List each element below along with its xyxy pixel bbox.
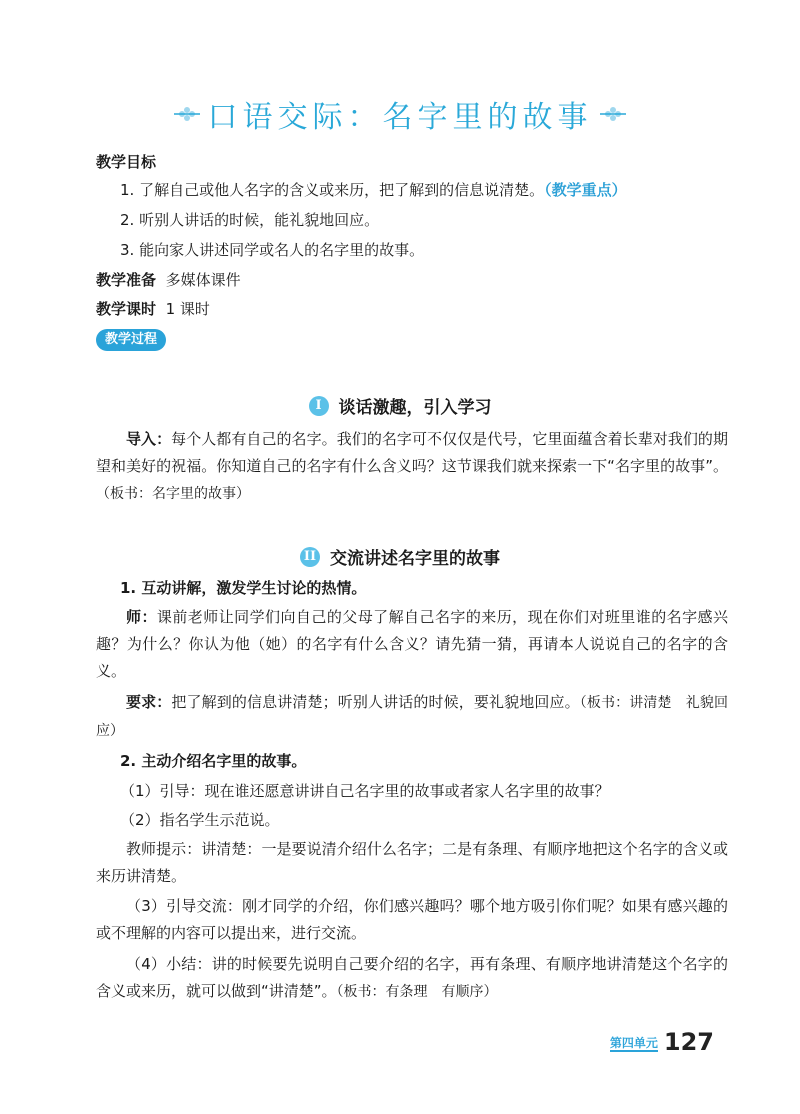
step-4-text: （4）小结：讲的时候要先说明自己要介绍的名字，再有条理、有顺序地讲清楚这个名字的含义或来历，就可以做到“讲清楚”。 (96, 955, 728, 1000)
hours-value: 1 课时 (165, 300, 210, 318)
requirement-paragraph (96, 689, 728, 745)
title-row (0, 92, 800, 136)
requirement-text: 把了解到的信息讲清楚；听别人讲话的时候，要礼貌地回应。 (171, 693, 580, 711)
process-badge: 教学过程 (96, 329, 166, 351)
subheading-2: 2. 主动介绍名字里的故事。 (120, 752, 307, 770)
page-number: 127 (663, 1028, 714, 1056)
unit-label: 第四单元 (609, 1035, 658, 1050)
prep-value: 多媒体课件 (165, 271, 241, 289)
teacher-text: 课前老师让同学们向自己的父母了解自己名字的来历，现在你们对班里谁的名字感兴趣？为什么？你认为他（她）的名字有什么含义？请先猜一猜，再请本人说说自己的名字的含义。 (96, 608, 728, 680)
goal-item-2: 2. 听别人讲话的时候，能礼貌地回应。 (120, 211, 380, 229)
requirement-board: （板书：讲清楚 礼貌回应） (96, 695, 728, 739)
prep-label: 教学准备 (96, 271, 157, 289)
intro-lead: 导入： (126, 430, 172, 448)
hours-label: 教学课时 (96, 300, 157, 318)
step-4-board: （板书：有条理 有顺序） (336, 984, 498, 1000)
teacher-tip: 教师提示：讲清楚：一是要说清介绍什么名字；二是有条理、有顺序地把这个名字的含义或来历讲清楚。 (96, 840, 728, 885)
goal-item-1-text: 1. 了解自己或他人名字的含义或来历，把了解到的信息说清楚。 (120, 181, 545, 199)
step-4 (96, 951, 728, 1006)
section-1-title: 谈话激趣，引入学习 (338, 398, 492, 418)
key-point-label: （教学重点） (544, 181, 627, 199)
requirement-lead: 要求： (126, 693, 172, 711)
intro-text: 每个人都有自己的名字。我们的名字可不仅仅是代号，它里面蕴含着长辈对我们的期望和美好的祝福。你知道自己的名字有什么含义吗？这节课我们就来探索一下“名字里的故事”。 (96, 430, 728, 475)
goal-item-3: 3. 能向家人讲述同学或名人的名字里的故事。 (120, 241, 425, 259)
page-footer (610, 1028, 714, 1056)
left-flourish-icon (174, 104, 200, 124)
goal-item-1 (120, 176, 760, 204)
section-1-numeral: I (309, 396, 329, 416)
intro-paragraph (96, 426, 728, 508)
teacher-lead: 师： (126, 608, 157, 626)
goals-heading: 教学目标 (96, 153, 157, 171)
intro-board: （板书：名字里的故事） (96, 486, 250, 502)
step-1: （1）引导：现在谁还愿意讲讲自己名字里的故事或者家人名字里的故事？ (120, 782, 610, 800)
section-1-heading (0, 393, 800, 418)
step-3: （3）引导交流：刚才同学的介绍，你们感兴趣吗？哪个地方吸引你们呢？如果有感兴趣的或不理解的内容可以提出来，进行交流。 (96, 897, 728, 942)
section-2-numeral: II (300, 547, 320, 567)
right-flourish-icon (600, 104, 626, 124)
hours-row (96, 295, 736, 323)
prep-row (96, 266, 736, 294)
teacher-paragraph (96, 604, 728, 685)
section-2-title: 交流讲述名字里的故事 (330, 549, 500, 569)
section-2-heading (0, 544, 800, 569)
step-2: （2）指名学生示范说。 (120, 811, 280, 829)
page-title: 口语交际：名字里的故事 (207, 100, 593, 135)
subheading-1: 1. 互动讲解，激发学生讨论的热情。 (120, 579, 367, 597)
